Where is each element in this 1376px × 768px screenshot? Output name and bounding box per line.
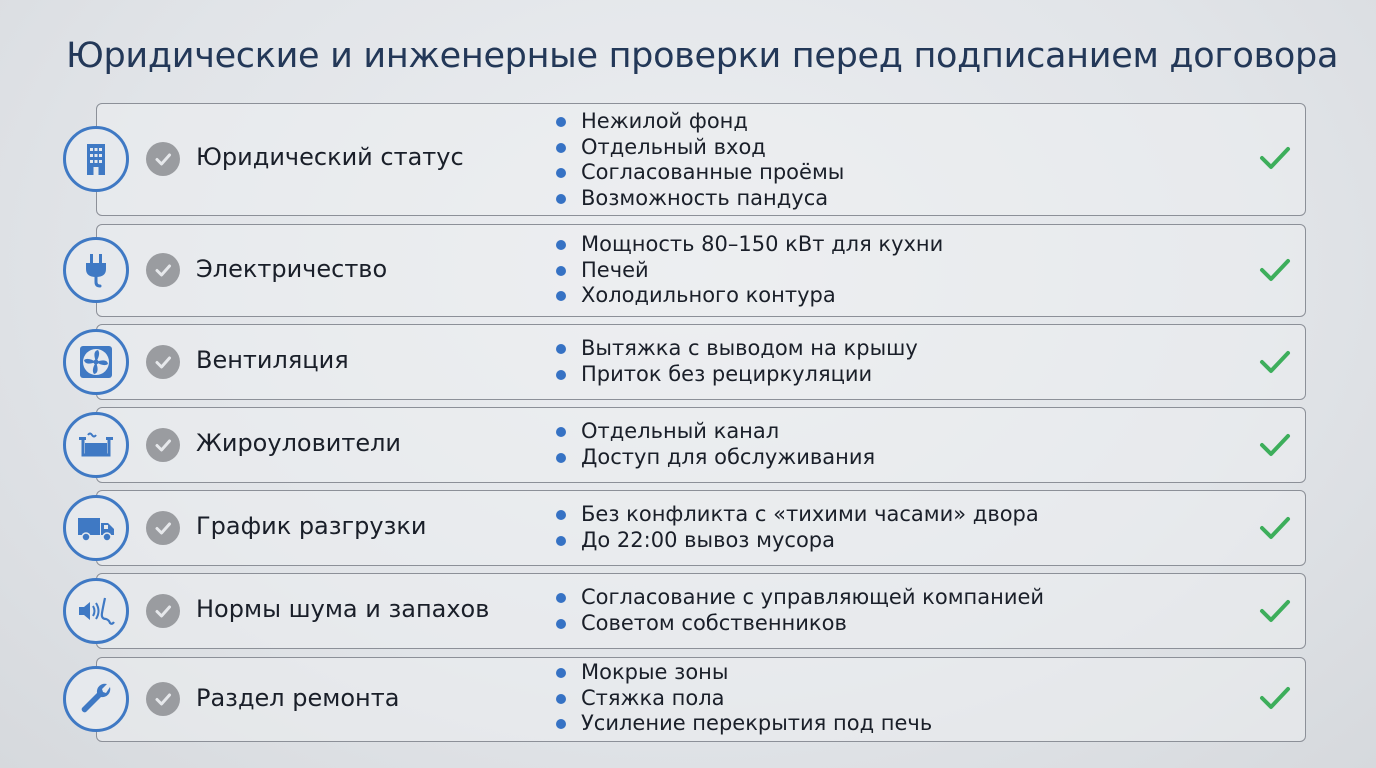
detail-list	[555, 585, 1044, 636]
truck-icon	[63, 495, 129, 561]
row-label: График разгрузки	[196, 512, 427, 540]
detail-list	[555, 660, 932, 737]
row-label: Вентиляция	[196, 346, 349, 374]
detail-list	[555, 232, 943, 309]
list-item: Согласованные проёмы	[555, 160, 844, 186]
detail-list	[555, 109, 844, 211]
fan-icon	[63, 329, 129, 395]
green-check-icon	[1258, 681, 1292, 715]
list-item: Мощность 80–150 кВт для кухни	[555, 232, 943, 258]
grease-trap-icon	[63, 412, 129, 478]
plug-icon	[63, 237, 129, 303]
green-check-icon	[1258, 253, 1292, 287]
row-label: Нормы шума и запахов	[196, 595, 490, 623]
row-label: Жироуловители	[196, 429, 402, 457]
green-check-icon	[1258, 594, 1292, 628]
status-check-icon	[146, 594, 180, 628]
green-check-icon	[1258, 141, 1292, 175]
wrench-icon	[63, 666, 129, 732]
list-item: Без конфликта с «тихими часами» двора	[555, 502, 1039, 528]
list-item: Приток без рециркуляции	[555, 362, 918, 388]
list-item: Согласование с управляющей компанией	[555, 585, 1044, 611]
green-check-icon	[1258, 345, 1292, 379]
list-item: Стяжка пола	[555, 686, 932, 712]
building-icon	[63, 126, 129, 192]
green-check-icon	[1258, 428, 1292, 462]
list-item: Доступ для обслуживания	[555, 445, 875, 471]
status-check-icon	[146, 142, 180, 176]
status-check-icon	[146, 428, 180, 462]
status-check-icon	[146, 511, 180, 545]
page-title: Юридические и инженерные проверки перед подписанием договора	[66, 36, 1339, 76]
list-item: Отдельный вход	[555, 135, 844, 161]
detail-list	[555, 502, 1039, 553]
list-item: Вытяжка с выводом на крышу	[555, 336, 918, 362]
status-check-icon	[146, 682, 180, 716]
list-item: Холодильного контура	[555, 283, 943, 309]
list-item: Нежилой фонд	[555, 109, 844, 135]
sound-smell-icon	[63, 578, 129, 644]
detail-list	[555, 419, 875, 470]
list-item: Отдельный канал	[555, 419, 875, 445]
green-check-icon	[1258, 511, 1292, 545]
list-item: Советом собственников	[555, 611, 1044, 637]
list-item: Печей	[555, 258, 943, 284]
detail-list	[555, 336, 918, 387]
row-label: Раздел ремонта	[196, 684, 400, 712]
list-item: До 22:00 вывоз мусора	[555, 528, 1039, 554]
status-check-icon	[146, 345, 180, 379]
row-label: Юридический статус	[196, 143, 464, 171]
list-item: Возможность пандуса	[555, 186, 844, 212]
list-item: Усиление перекрытия под печь	[555, 711, 932, 737]
status-check-icon	[146, 253, 180, 287]
row-label: Электричество	[196, 255, 388, 283]
list-item: Мокрые зоны	[555, 660, 932, 686]
